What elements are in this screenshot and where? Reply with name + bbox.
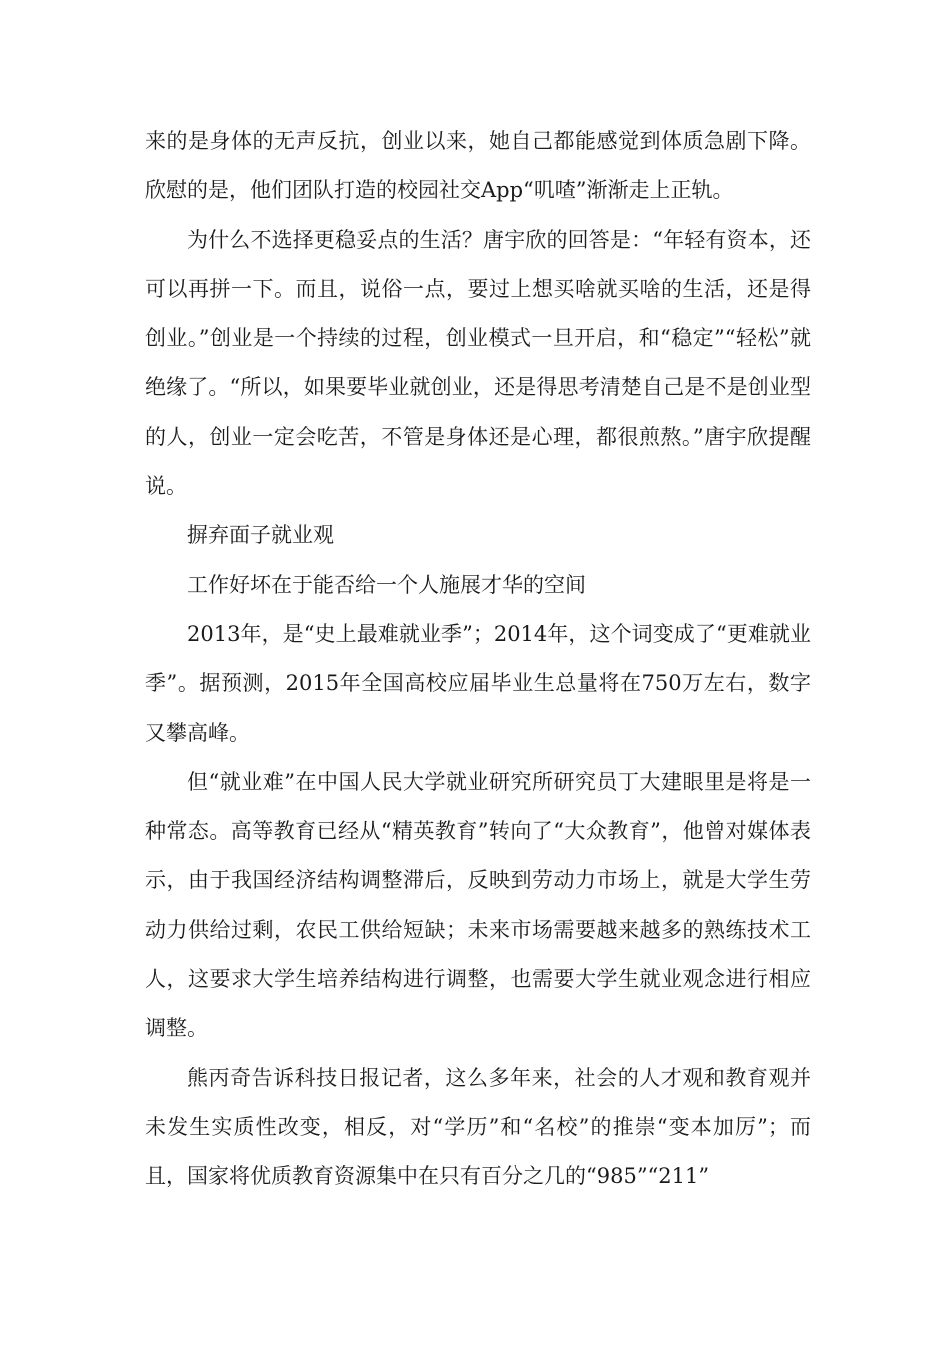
section-subheading: 工作好坏在于能否给一个人施展才华的空间 [187,572,586,597]
paragraph-4: 但“就业难”在中国人民大学就业研究所研究员丁大建眼里是将是一种常态。高等教育已经从“精英教育”转向了“大众教育”，他曾对媒体表示，由于我国经济结构调整滞后，反映到劳动力市场上，就是大学生劳动力供给过剩，农民工供给短缺；未来市场需要越来越多的熟练技术工人，这要求大学生培养结构进行调整，也需要大学生就业观念进行相应调整。 [145,769,811,1041]
paragraph-3: 2013年，是“史上最难就业季”；2014年，这个词变成了“更难就业季”。据预测，2015年全国高校应届毕业生总量将在750万左右，数字又攀高峰。 [145,621,811,745]
section-heading: 摒弃面子就业观 [187,523,334,548]
paragraph-2: 为什么不选择更稳妥点的生活？唐宇欣的回答是：“年轻有资本，还可以再拼一下。而且，说俗一点，要过上想买啥就买啥的生活，还是得创业。”创业是一个持续的过程，创业模式一旦开启，和“稳定”“轻松”就绝缘了。“所以，如果要毕业就创业，还是得思考清楚自己是不是创业型的人，创业一定会吃苦，不管是身体还是心理，都很煎熬。”唐宇欣提醒说。 [145,227,811,499]
paragraph-5: 熊丙奇告诉科技日报记者，这么多年来，社会的人才观和教育观并未发生实质性改变，相反，对“学历”和“名校”的推崇“变本加厉”；而且，国家将优质教育资源集中在只有百分之几的“985”“211” [145,1065,811,1189]
article-body [145,117,811,1202]
paragraph-1: 来的是身体的无声反抗，创业以来，她自己都能感觉到体质急剧下降。欣慰的是，他们团队打造的校园社交App“叽喳”渐渐走上正轨。 [145,129,811,203]
